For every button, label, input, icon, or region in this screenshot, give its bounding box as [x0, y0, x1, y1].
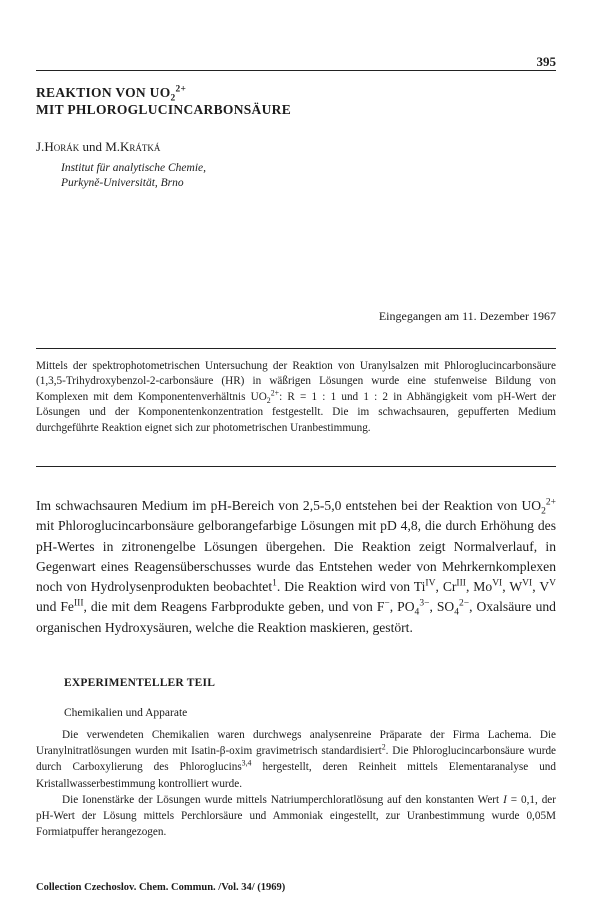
citation-3-4: 3,4	[241, 758, 252, 768]
institute: Institut für analytische Chemie, Purkyně-Universität, Brno	[61, 162, 207, 189]
intro-paragraph: Im schwachsauren Medium im pH-Bereich von 2,5-5,0 entstehen bei der Reaktion von $UO_2^{2+}$ mit Phloroglucincarbonsäure gelborangefarbige Lösungen mit pD 4,8, die durch Erhöhung des pH-Wertes in zitronengelbe Lösungen übergehen. Die Reaktion zeigt Normalverlauf, in Gegenwart eines Reagensüberschusses wurde das Entstehen weder von Mehrkernkomplexen noch von Hydrolysenprodukten beobachtet$^1$. Die Reaktion wird von $Ti^{IV}$, $Cr^{III}$, $Mo^{VI}$, $W^{VI}$, $V^V$ und $Fe^{III}$, die mit dem Reagens Farbprodukte geben, und von F−, $PO_4^{3-}$, $SO_4^{2-}$, Oxalsäure und organischen Hydroxysäuren, welche die Reaktion maskieren, gestört.	[36, 497, 557, 635]
experimental-paragraph-2: Die Ionenstärke der Lösungen wurde mittels Natriumperchloratlösung auf den konstanten Wert I = 0,1, der pH-Wert der Lösung mittels Perchlorsäure und Ammoniak eingestellt, zur Uranbestimmung wurde 0,05M Formiatpuffer herangezogen.	[36, 793, 556, 839]
journal-footer: Collection Czechoslov. Chem. Commun. /Vol. 34/ (1969)	[36, 882, 286, 893]
abstract: Mittels der spektrophotometrischen Untersuchung der Reaktion von Uranylsalzen mit Phloroglucincarbonsäure (1,3,5-Trihydroxybenzol-2-carbonsäure (HR) in wäßrigen Lösungen wurde eine stufenweise Bildung von Komplexen mit dem Komponentenverhältnis $UO_2^{2+}$: R = 1 : 1 und 1 : 2 in Abhängigkeit vom pH-Wert der Lösungen und der Komponentenkonzentration festgestellt. Die im schwachsauren, gepufferten Medium durchgeführte Reaktion eignet sich zur photometrischen Uranbestimmung.	[36, 360, 556, 434]
title-line-2: MIT PHLOROGLUCINCARBONSÄURE	[36, 102, 292, 117]
title-line-1: REAKTION VON $UO_2^{2+}$	[36, 84, 187, 104]
article-title	[36, 84, 556, 118]
header-rule	[36, 70, 556, 71]
abstract-rule-top	[36, 348, 556, 349]
author-horak: Horák	[44, 139, 80, 154]
subsection-heading: Chemikalien und Apparate	[64, 707, 188, 719]
author-line: J.Horák und M.Krátká	[36, 139, 161, 154]
citation-2: 2	[381, 742, 386, 752]
experimental-text	[36, 727, 556, 840]
experimental-paragraph-1: Die verwendeten Chemikalien waren durchwegs analysenreine Präparate der Firma Lachema. Die Uranylnitratlösungen wurden mit Isatin-β-oxim gravimetrisch standardisiert$^2$. Die Phloroglucincarbonsäure wurde durch Carboxylierung des Phloroglucins$^{3,4}$ hergestellt, deren Reinheit mittels Elementaranalyse und Kristallwasserbestimmung kontrolliert wurde.	[36, 729, 556, 790]
author-kratka: Krátká	[120, 139, 161, 154]
page-number: 395	[536, 54, 556, 69]
abstract-rule-bottom	[36, 466, 556, 467]
title-uranyl-ion: $_2^{2+}$	[170, 84, 187, 104]
citation-1: 1	[272, 578, 277, 589]
section-heading: EXPERIMENTELLER TEIL	[64, 677, 216, 689]
received-date: Eingegangen am 11. Dezember 1967	[378, 309, 556, 323]
